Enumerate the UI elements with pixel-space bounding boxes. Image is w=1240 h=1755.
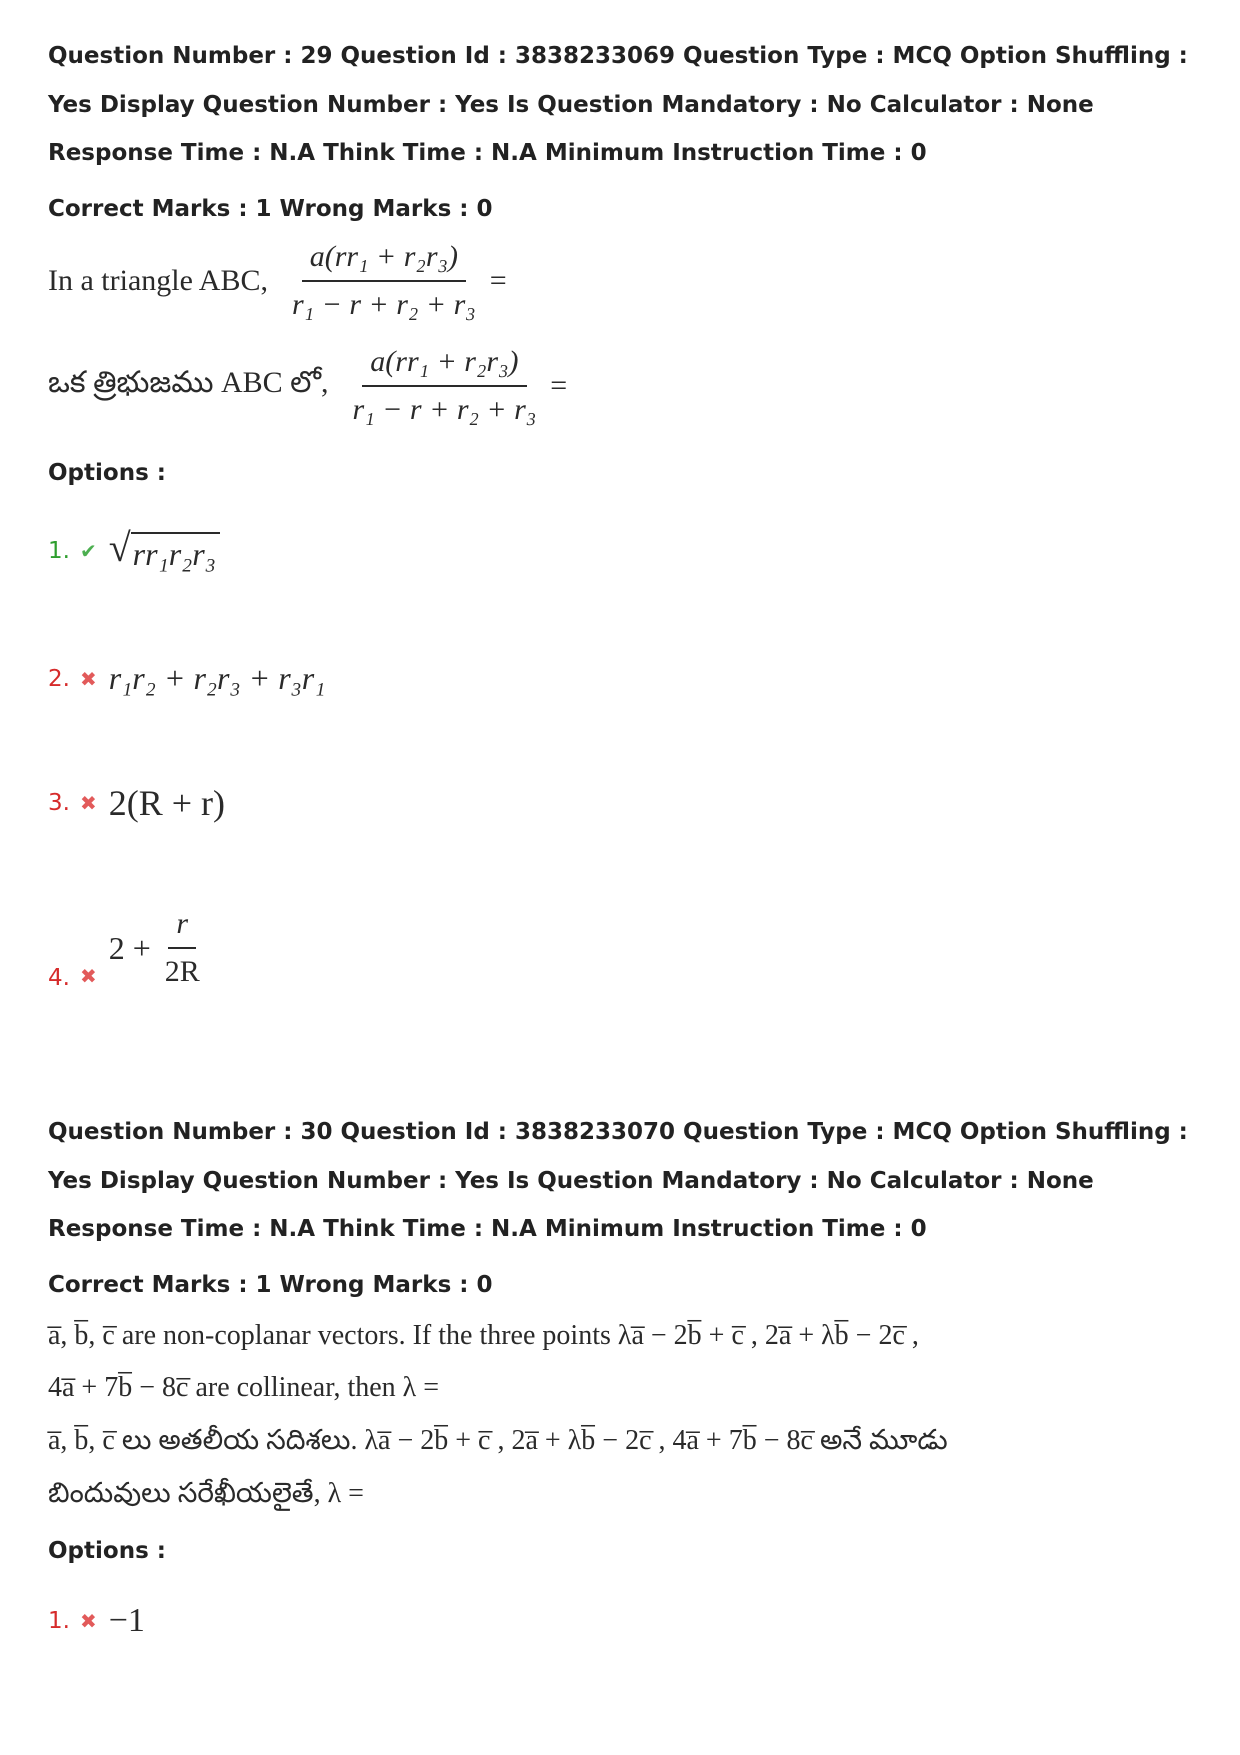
q29-options-label: Options : (48, 460, 166, 486)
cross-icon: ✖ (79, 666, 97, 691)
q29-option-4[interactable] (48, 905, 214, 991)
q29-stem-en-prefix: In a triangle ABC, (48, 264, 268, 297)
q29-fraction-numerator: a(rr₁ + r₂r₃) (302, 240, 466, 282)
q29-fraction-te-numerator: a(rr₁ + r₂r₃) (362, 345, 526, 387)
q30-meta: Question Number : 30 Question Id : 3838233070 Question Type : MCQ Option Shuffling : Yes Display Question Number : Yes Is Question Mandatory : No Calculator : None Response Time : N.A Think Time : N.A Minimum Instruction Time : 0 (48, 1119, 1188, 1242)
option-number: 2. (48, 665, 70, 692)
q30-options-label: Options : (48, 1538, 166, 1564)
q29-equals-te: = (550, 369, 568, 402)
option-number: 1. (48, 1608, 70, 1634)
q29-marks: Correct Marks : 1 Wrong Marks : 0 (48, 196, 493, 222)
radical-sign-icon: √ (108, 525, 131, 570)
option-value: −1 (108, 1602, 145, 1639)
q30-stem-te-2: బిందువులు సరేఖీయలైతే, λ = (48, 1478, 364, 1509)
check-icon: ✔ (79, 538, 97, 563)
option-number: 1. (48, 537, 70, 564)
option-value: rr₁r₂r₃ (131, 532, 220, 573)
q30-marks: Correct Marks : 1 Wrong Marks : 0 (48, 1272, 493, 1298)
square-root (108, 525, 220, 573)
q29-equals: = (489, 264, 507, 297)
q29-stem-en (48, 240, 507, 322)
q29-option-1[interactable] (48, 525, 220, 573)
option-value: 2(R + r) (108, 783, 225, 823)
q29-fraction (284, 240, 484, 322)
option-value: r₁r₂ + r₂r₃ + r₃r₁ (108, 660, 326, 696)
option-number: 3. (48, 790, 70, 816)
q30-stem-te-1: a̅, b̅, c̅ లు అతలీయ సదిశలు. λa̅ − 2b̅ + c̅ , 2a̅ + λb̅ − 2c̅ , 4a̅ + 7b̅ − 8c̅ అనే మూడు (48, 1425, 948, 1456)
option-fraction-denominator: 2R (164, 955, 200, 988)
q30-stem-en-2: 4a̅ + 7b̅ − 8c̅ are collinear, then λ = (48, 1372, 440, 1403)
q30-stem-en-1: a̅, b̅, c̅ are non-coplanar vectors. If the three points λa̅ − 2b̅ + c̅ , 2a̅ + λb̅ − 2c̅ , (48, 1320, 919, 1351)
q29-fraction-te-denominator: r₁ − r + r₂ + r₃ (352, 393, 537, 426)
cross-icon: ✖ (79, 964, 97, 988)
q29-meta: Question Number : 29 Question Id : 3838233069 Question Type : MCQ Option Shuffling : Yes Display Question Number : Yes Is Question Mandatory : No Calculator : None Response Time : N.A Think Time : N.A Minimum Instruction Time : 0 (48, 43, 1188, 166)
option-value-prefix: 2 + (108, 929, 151, 966)
cross-icon: ✖ (79, 791, 97, 815)
q29-fraction-denominator: r₁ − r + r₂ + r₃ (291, 288, 476, 321)
cross-icon: ✖ (79, 1609, 97, 1633)
q29-fraction-te (345, 345, 545, 427)
q29-stem-te-prefix: ఒక త్రిభుజము ABC లో, (48, 365, 329, 399)
option-fraction (157, 907, 208, 989)
q30-option-1[interactable] (48, 1602, 145, 1640)
q29-option-3[interactable] (48, 782, 225, 824)
q29-stem-te (48, 345, 567, 427)
q29-option-2[interactable] (48, 660, 325, 697)
option-fraction-numerator: r (168, 907, 196, 949)
option-number: 4. (48, 965, 70, 991)
